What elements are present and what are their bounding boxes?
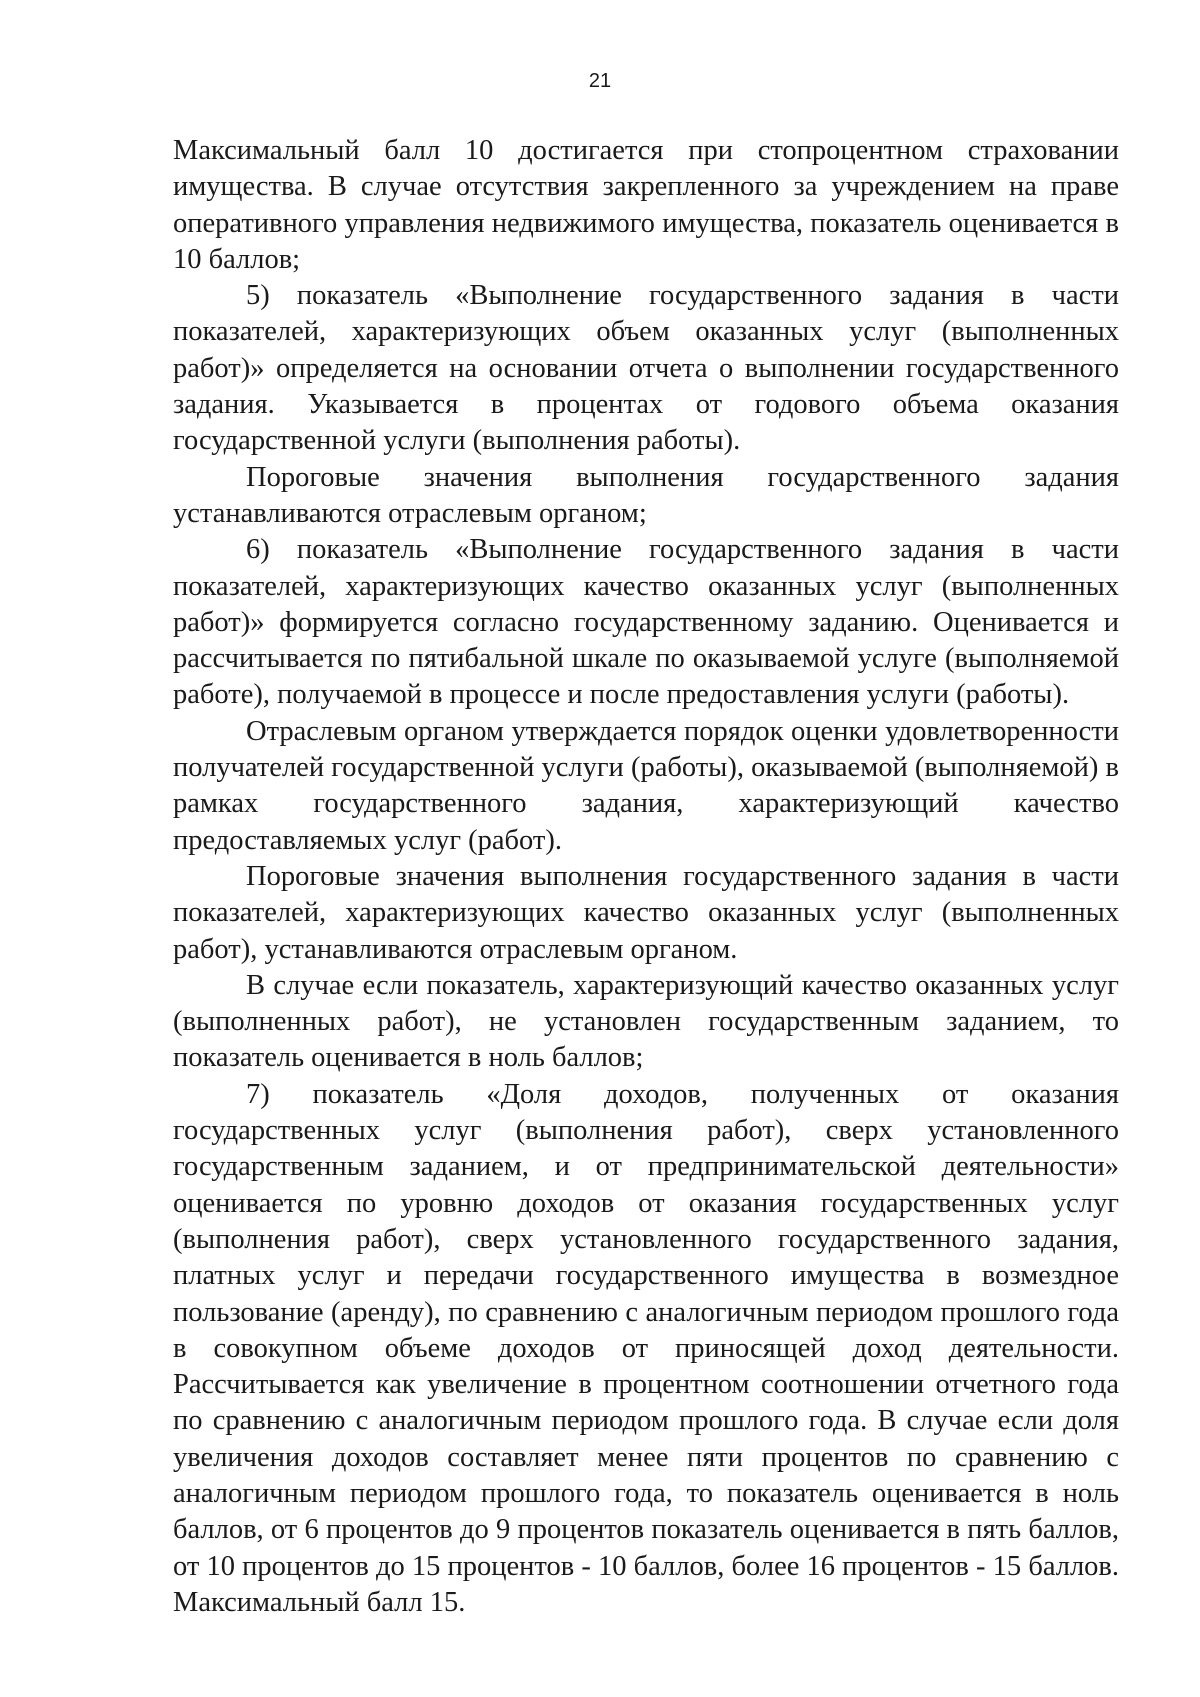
paragraph-quality-not-set: В случае если показатель, характеризующий качество оказанных услуг (выполненных работ), не установлен государственным заданием, то показатель оценивается в ноль баллов; — [173, 969, 1119, 1074]
document-body — [173, 133, 1119, 1621]
paragraph-thresholds-volume: Пороговые значения выполнения государственного задания устанавливаются отраслевым органом; — [173, 461, 1119, 529]
paragraph-indicator-6: 6) показатель «Выполнение государственного задания в части показателей, характеризующих качество оказанных услуг (выполненных работ)» формируется согласно государственному заданию. Оценивается и рассчитывается по пятибальной шкале по оказываемой услуге (выполняемой работе), получаемой в процессе и после предоставления услуги (работы). — [173, 534, 1119, 711]
paragraph-thresholds-quality: Пороговые значения выполнения государственного задания в части показателей, характеризующих качество оказанных услуг (выполненных работ), устанавливаются отраслевым органом. — [173, 860, 1119, 965]
paragraph-indicator-5: 5) показатель «Выполнение государственного задания в части показателей, характеризующих объем оказанных услуг (выполненных работ)» определяется на основании отчета о выполнении государственного задания. Указывается в процентах от годового объема оказания государственной услуги (выполнения работы). — [173, 280, 1119, 457]
paragraph-indicator-7: 7) показатель «Доля доходов, полученных от оказания государственных услуг (выполнения работ), сверх установленного государственным заданием, и от предпринимательской деятельности» оценивается по уровню доходов от оказания государственных услуг (выполнения работ), сверх установленного государственного задания, платных услуг и передачи государственного имущества в возмездное пользование (аренду), по сравнению с аналогичным периодом прошлого года в совокупном объеме доходов от приносящей доход деятельности. Рассчитывается как увеличение в процентном соотношении отчетного года по сравнению с аналогичным периодом прошлого года. В случае если доля увеличения доходов составляет менее пяти процентов по сравнению с аналогичным периодом прошлого года, то показатель оценивается в ноль баллов, от 6 процентов до 9 процентов показатель оценивается в пять баллов, от 10 процентов до 15 процентов - 10 баллов, более 16 процентов - 15 баллов. Максимальный балл 15. — [173, 1078, 1119, 1618]
paragraph-satisfaction-procedure: Отраслевым органом утверждается порядок оценки удовлетворенности получателей государственной услуги (работы), оказываемой (выполняемой) в рамках государственного задания, характеризующий качество предоставляемых услуг (работ). — [173, 715, 1119, 856]
paragraph-max-score-property: Максимальный балл 10 достигается при стопроцентном страховании имущества. В случае отсутствия закрепленного за учреждением на праве оперативного управления недвижимого имущества, показатель оценивается в 10 баллов; — [173, 135, 1119, 275]
page-number: 21 — [588, 70, 612, 92]
